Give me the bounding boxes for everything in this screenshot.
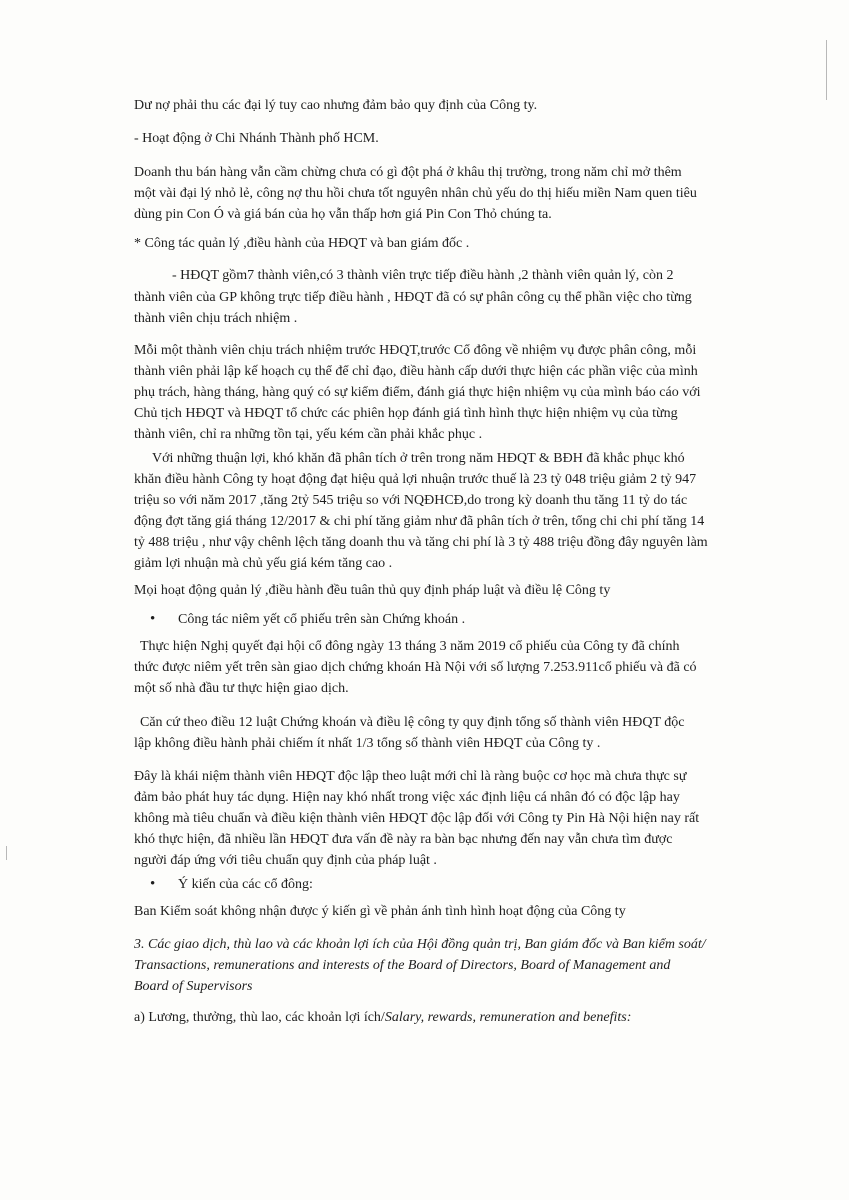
- paragraph-line: Chủ tịch HĐQT và HĐQT tổ chức các phiên họp đánh giá tình hình thực hiện nhiệm vụ của từng: [134, 406, 678, 421]
- paragraph-line: khó thực hiện, đã nhiều lần HĐQT đưa vấn đề này ra bàn bạc nhưng đến nay vẫn chưa tìm được: [134, 832, 673, 847]
- paragraph-line: người đáp ứng với tiêu chuẩn quy định của pháp luật .: [134, 853, 437, 868]
- paragraph-line: khăn điều hành Công ty hoạt động đạt hiệu quả lợi nhuận trước thuế là 23 tỷ 048 triệu giảm 2 tỷ 947: [134, 472, 697, 487]
- scan-mark-top-right: [826, 40, 827, 100]
- paragraph-compliance: Mọi hoạt động quản lý ,điều hành đều tuân thủ quy định pháp luật và điều lệ Công ty: [134, 583, 611, 598]
- paragraph-line: Board of Supervisors: [134, 979, 253, 994]
- paragraph-line: Transactions, remunerations and interests of the Board of Directors, Board of Management and: [134, 958, 671, 973]
- paragraph-line: Thực hiện Nghị quyết đại hội cổ đông ngày 13 tháng 3 năm 2019 cổ phiếu của Công ty đã chính: [140, 639, 680, 654]
- paragraph-line: thức được niêm yết trên sàn giao dịch chứng khoán Hà Nội với số lượng 7.253.911cổ phiếu và đã có: [134, 660, 697, 675]
- paragraph-line: lập không điều hành phải chiếm ít nhất 1/3 tổng số thành viên HĐQT của Công ty .: [134, 736, 601, 751]
- paragraph-line: đảm bảo phát huy tác dụng. Hiện nay khó nhất trong việc xác định liệu cá nhân đó có độc lập hay: [134, 790, 680, 805]
- paragraph-line: thành viên phải lập kế hoạch cụ thể để chỉ đạo, điều hành cấp dưới thực hiện các phần việc của mình: [134, 364, 698, 379]
- paragraph-line: một số nhà đầu tư thực hiện giao dịch.: [134, 681, 349, 696]
- paragraph-line: Mỗi một thành viên chịu trách nhiệm trước HĐQT,trước Cổ đông về nhiệm vụ được phân công, mỗi: [134, 343, 697, 358]
- subheading-english: Salary, rewards, remuneration and benefits:: [384, 1010, 632, 1025]
- paragraph-line: tỷ 488 triệu , như vậy chênh lệch tăng doanh thu và tăng chi phí là 3 tỷ 488 triệu đồng đây nguyên làm: [134, 535, 708, 550]
- paragraph-line: giảm lợi nhuận mà chủ yếu giá kém tăng cao .: [134, 556, 393, 571]
- paragraph-receivables: Dư nợ phải thu các đại lý tuy cao nhưng đảm bảo quy định của Công ty.: [134, 98, 538, 113]
- paragraph-line: Đây là khái niệm thành viên HĐQT độc lập theo luật mới chỉ là ràng buộc cơ học mà chưa thực sự: [134, 769, 687, 784]
- paragraph-line: không mà tiêu chuẩn và điều kiện thành viên HĐQT độc lập đối với Công ty Pin Hà Nội hiện nay rất: [134, 811, 700, 826]
- paragraph-line: Với những thuận lợi, khó khăn đã phân tích ở trên trong năm HĐQT & BĐH đã khắc phục khó: [152, 451, 685, 466]
- paragraph-line: thành viên, chỉ ra những tồn tại, yếu kém cần phải khắc phục .: [134, 427, 483, 442]
- paragraph-line: thành viên chịu trách nhiệm .: [134, 311, 298, 326]
- paragraph-line: thành viên của GP không trực tiếp điều hành , HĐQT đã có sự phân công cụ thể phần việc cho từng: [134, 290, 692, 305]
- subheading-vietnamese: a) Lương, thưởng, thù lao, các khoản lợi ích/: [134, 1010, 385, 1025]
- scan-mark-left: [6, 846, 7, 860]
- paragraph-line: phụ trách, hàng tháng, hàng quý có sự kiểm điểm, đánh giá thực hiện nhiệm vụ của mình báo cáo với: [134, 385, 701, 400]
- paragraph-supervisory-board: Ban Kiểm soát không nhận được ý kiến gì về phản ánh tình hình hoạt động của Công ty: [134, 904, 626, 919]
- paragraph-line: triệu so với năm 2017 ,tăng 2tỷ 545 triệu so với NQĐHCĐ,do trong kỳ doanh thu tăng 11 tỷ do tác: [134, 493, 688, 508]
- paragraph-line: dùng pin Con Ó và giá bán của họ vẫn thấp hơn giá Pin Con Thỏ chúng ta.: [134, 207, 552, 222]
- paragraph-line: một vài đại lý nhỏ lẻ, công nợ thu hồi chưa tốt nguyên nhân chủ yếu do thị hiếu miền Nam quen tiêu: [134, 186, 697, 201]
- bullet-icon: •: [150, 876, 156, 892]
- paragraph-line: 3. Các giao dịch, thù lao và các khoản lợi ích của Hội đồng quản trị, Ban giám đốc và Ban kiểm soát/: [134, 937, 706, 952]
- bullet-icon: •: [150, 611, 156, 627]
- paragraph-line: - HĐQT gồm7 thành viên,có 3 thành viên trực tiếp điều hành ,2 thành viên quản lý, còn 2: [172, 268, 674, 283]
- subheading-salary-benefits: [134, 1007, 631, 1029]
- paragraph-line: động đợt tăng giá tháng 12/2017 & chi phí tăng giảm như đã phân tích ở trên, tổng chi chi phí tăng 14: [134, 514, 705, 529]
- paragraph-hcm-branch: - Hoạt động ở Chi Nhánh Thành phố HCM.: [134, 131, 379, 146]
- section-heading-management: * Công tác quản lý ,điều hành của HĐQT và ban giám đốc .: [134, 236, 470, 251]
- bullet-shareholder-opinions: Ý kiến của các cổ đông:: [178, 877, 313, 892]
- paragraph-line: Căn cứ theo điều 12 luật Chứng khoán và điều lệ công ty quy định tổng số thành viên HĐQT độc: [140, 715, 685, 730]
- bullet-listing: Công tác niêm yết cổ phiếu trên sàn Chứng khoán .: [178, 612, 466, 627]
- paragraph-line: Doanh thu bán hàng vẫn cầm chừng chưa có gì đột phá ở khâu thị trường, trong năm chỉ mở thêm: [134, 165, 682, 180]
